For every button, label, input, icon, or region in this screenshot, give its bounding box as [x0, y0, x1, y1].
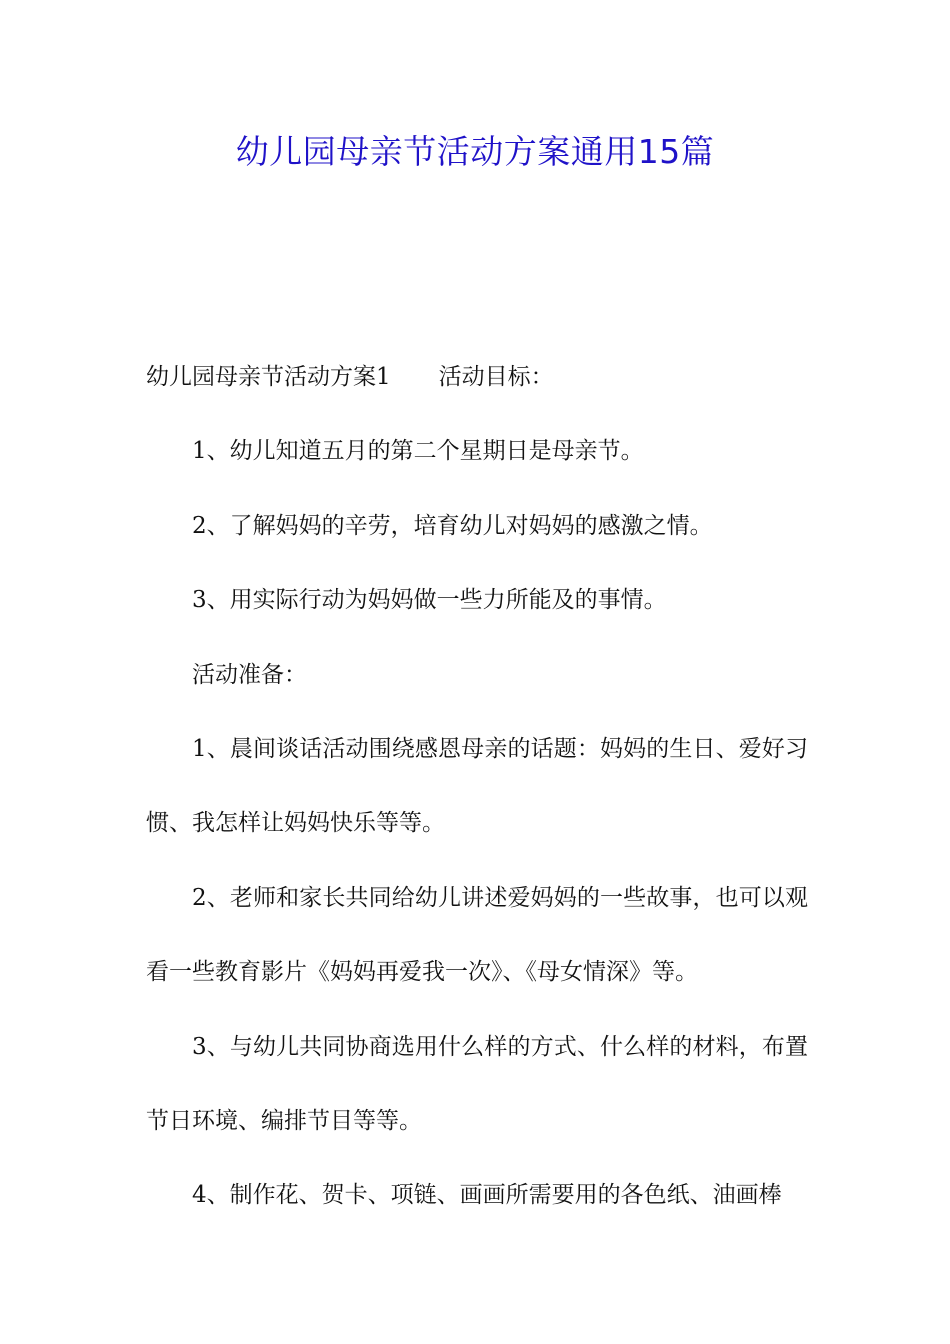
goal-item: 2、了解妈妈的辛劳，培育幼儿对妈妈的感激之情。	[192, 512, 713, 539]
goal-item: 1、幼儿知道五月的第二个星期日是母亲节。	[192, 438, 644, 465]
preparation-item: 3、与幼儿共同协商选用什么样的方式、什么样的材料，布置节日环境、编排节目等等。	[146, 1033, 808, 1135]
document-title: 幼儿园母亲节活动方案通用15篇	[235, 132, 715, 171]
goal-item: 3、用实际行动为妈妈做一些力所能及的事情。	[192, 587, 667, 614]
section-heading-line	[146, 340, 808, 414]
preparation-item: 4、制作花、贺卡、项链、画画所需要用的各色纸、油画棒	[192, 1182, 782, 1209]
goals-heading: 活动目标：	[438, 364, 554, 390]
preparation-heading: 活动准备：	[192, 661, 307, 688]
preparation-item: 2、老师和家长共同给幼儿讲述爱妈妈的一些故事，也可以观看一些教育影片《妈妈再爱我一次》、《母女情深》等。	[146, 884, 808, 986]
document-body	[146, 340, 808, 1233]
section-title: 幼儿园母亲节活动方案1	[146, 364, 391, 390]
preparation-item: 1、晨间谈话活动围绕感恩母亲的话题：妈妈的生日、爱好习惯、我怎样让妈妈快乐等等。	[146, 736, 808, 837]
